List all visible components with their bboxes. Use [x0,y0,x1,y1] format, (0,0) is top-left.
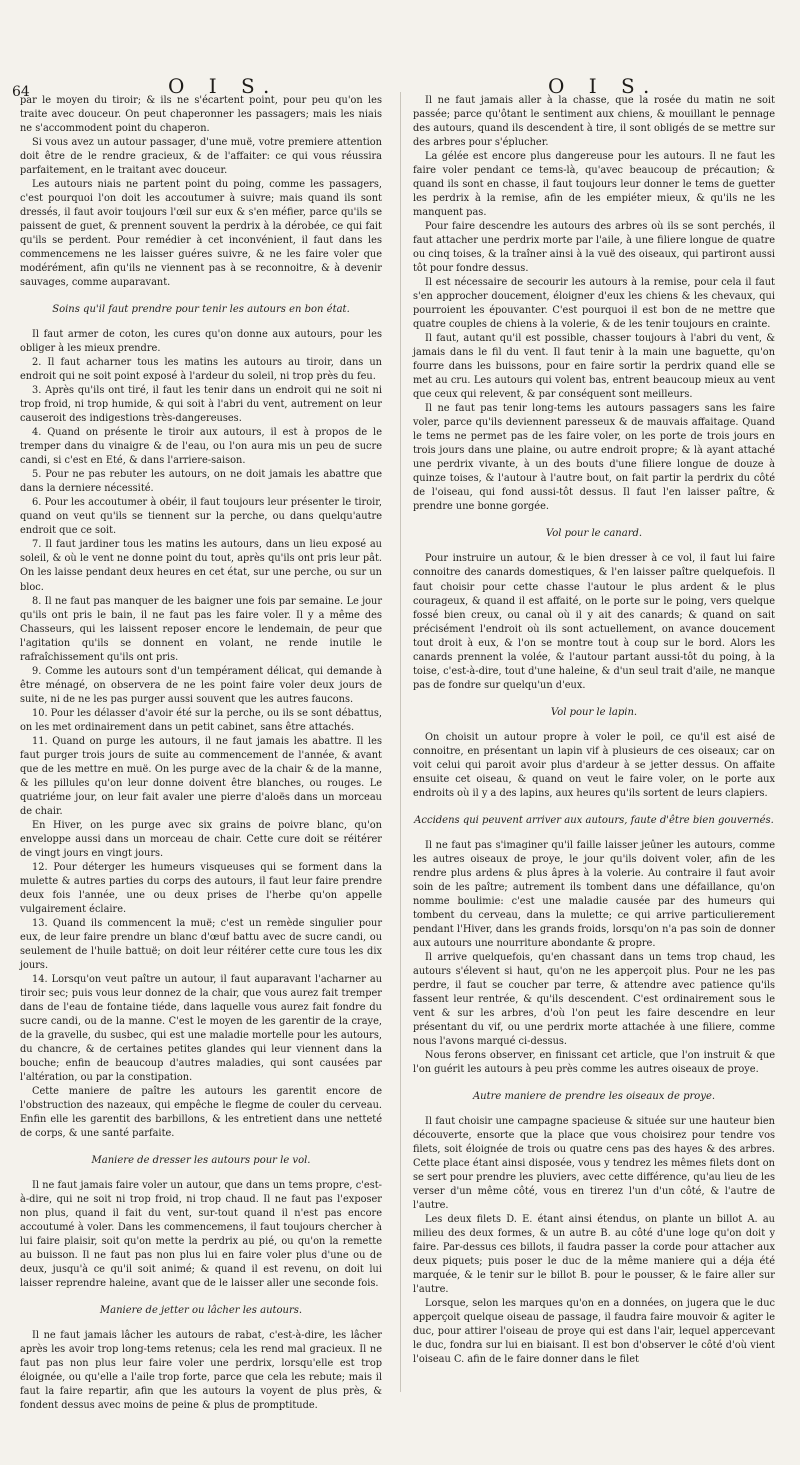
paragraph: 14. Lorsqu'on veut paître un autour, il faut auparavant l'acharner au tiroir sec; puis vous leur donnez de la chair, que vous aurez fait tremper dans de l'eau de fontaine tiéde, dans laquelle vous aurez fait fondre du sucre candi, ou de la manne. C'est le moyen de les garentir de la craye, de la gravelle, du susbec, qui est une maladie mortelle pour les autours, du chancre, & de certaines petites glandes qui leur viennent dans la bouche; enfin de beaucoup d'autres maladies, qui sont causées par l'altération, ou par la constipation. [20,973,382,1084]
paragraph: 2. Il faut acharner tous les matins les autours au tiroir, dans un endroit qui ne soit point exposé à l'ardeur du soleil, ni trop près du feu. [20,357,382,383]
paragraph: Il ne faut jamais faire voler un autour, que dans un tems propre, c'est-à-dire, qui ne soit ni trop froid, ni trop chaud. Il ne faut pas l'exposer non plus, quand il fait du vent, sur-tout quand il n'est pas encore accoutumé à voler. Dans les commencemens, il faut toujours chercher à lui faire plaisir, soit qu'on mette la perdrix au pié, ou qu'on la remette au buisson. Il ne faut pas non plus lui en faire voler plus d'une ou de deux, jusqu'à ce qu'il soit animé; & quand il est revenu, on doit lui laisser reprendre haleine, avant que de le laisser aller une seconde fois. [20,1180,382,1290]
running-head-left: O I S. [168,74,279,98]
running-head-right: O I S. [548,74,659,98]
paragraph: Il est nécessaire de secourir les autours à la remise, pour cela il faut s'en approcher doucement, éloigner d'eux les chiens & les chevaux, qui pourroient les épouvanter. C'est pourquoi il est bon de ne mettre que quatre couples de chiens à la volerie, & de les tenir toujours en crainte. [413,277,775,331]
paragraph: 3. Après qu'ils ont tiré, il faut les tenir dans un endroit qui ne soit ni trop froid, ni trop humide, & qui soit à l'abri du vent, autrement on leur causeroit des indigestions très-dangereuses. [20,385,382,425]
column-divider [400,92,401,1392]
paragraph: 9. Comme les autours sont d'un tempérament délicat, qui demande à être ménagé, on observera de ne les point faire voler deux jours de suite, ni de ne les pas purger aussi souvent que les autres faucons. [20,665,382,705]
paragraph: par le moyen du tiroir; & ils ne s'écartent point, pour peu qu'on les traite avec douceur. On peut chaperonner les passagers; mais les niais ne s'accommodent point du chaperon. [20,95,382,135]
paragraph: Cette maniere de paître les autours les garentit encore de l'obstruction des nazeaux, qui empêche le flegme de couler du cerveau. Enfin elle les garentit des barbillons, & les entretient dans une netteté de corps, & une santé parfaite. [20,1086,382,1140]
section-heading: Vol pour le canard. [545,528,643,540]
paragraph: Il faut armer de coton, les cures qu'on donne aux autours, pour les obliger à les mieux prendre. [20,329,382,355]
paragraph: Il arrive quelquefois, qu'en chassant dans un tems trop chaud, les autours s'élevent si haut, qu'on ne les apperçoit plus. Pour ne les pas perdre, il faut se coucher par terre, & attendre avec patience qu'ils fassent leur rentrée, & qu'ils descendent. C'est ordinairement sous le vent & sur les arbres, d'où l'on peut les faire descendre en leur présentant du vif, ou une perdrix morte attachée à une filiere, comme nous l'avons marqué ci-dessus. [413,951,775,1047]
paragraph: Les autours niais ne partent point du poing, comme les passagers, c'est pourquoi l'on doit les accoutumer à suivre; mais quand ils sont dressés, il faut avoir toujours l'œil sur eux & s'en méfier, parce qu'ils se paissent de guet, & prennent souvent la perdrix à la dérobée, ce qui fait qu'ils se perdent. Pour remédier à cet inconvénient, il faut dans les commencemens ne les laisser guéres suivre, & ne les faire voler que modérément, afin qu'ils ne viennent pas à se reconnoitre, & à devenir sauvages, comme auparavant. [20,179,382,289]
paragraph: Pour faire descendre les autours des arbres où ils se sont perchés, il faut attacher une perdrix morte par l'aile, à une filiere longue de quatre ou cinq toises, & la traîner ainsi à la vuë des oiseaux, qui partiront aussi tôt pour fondre dessus. [413,221,775,275]
paragraph: Les deux filets D. E. étant ainsi étendus, on plante un billot A. au milieu des deux formes, & un autre B. au côté d'une loge qu'on doit y faire. Par-dessus ces billots, il faudra passer la corde pour attacher aux deux piquets; puis poser le duc de la même maniere qui a déja été marquée, & le tenir sur le billot B. pour le pousser, & le faire aller sur l'autre. [413,1214,775,1296]
section-heading: Autre maniere de prendre les oiseaux de proye. [472,1090,716,1102]
paragraph: 5. Pour ne pas rebuter les autours, on ne doit jamais les abattre que dans la derniere nécessité. [20,469,382,495]
left-column [20,94,382,1412]
right-column [413,94,775,1374]
paragraph: 4. Quand on présente le tiroir aux autours, il est à propos de le tremper dans du vinaigre & de l'eau, ou l'on aura mis un peu de sucre candi, si c'est en Eté, & dans l'arriere-saison. [20,427,382,467]
section-heading: Accidens qui peuvent arriver aux autours, faute d'être bien gouvernés. [414,814,774,826]
paragraph: Il faut, autant qu'il est possible, chasser toujours à l'abri du vent, & jamais dans le fil du vent. Il faut tenir à la main une baguette, qu'on fourre dans les buissons, pour en faire sortir la perdrix quand elle se met au cru. Les autours qui volent bas, entrent beaucoup mieux au vent que ceux qui relevent, & par conséquent sont meilleurs. [413,333,775,401]
paragraph: 11. Quand on purge les autours, il ne faut jamais les abattre. Il les faut purger trois jours de suite au commencement de l'année, & avant que de les mettre en muë. On les purge avec de la chair & de la manne, & les pillules qu'on leur donne doivent être blanches, ou rouges. Le quatriéme jour, on leur fait avaler une pierre d'aloës dans un morceau de chair. [20,735,382,817]
paragraph: Il ne faut pas s'imaginer qu'il faille laisser jeûner les autours, comme les autres oiseaux de proye, le jour qu'ils doivent voler, afin de les rendre plus ardens & plus âpres à la volerie. Au contraire il faut avoir soin de les paître; autrement ils tombent dans une défaillance, qu'on nomme boulimie: c'est une maladie causée par des humeurs qui tombent du cerveau, dans la mulette; ce qui arrive particulierement pendant l'Hiver, dans les grands froids, lorsqu'on n'a pas soin de donner aux autours une nourriture abondante & propre. [413,839,775,949]
paragraph: La gélée est encore plus dangereuse pour les autours. Il ne faut les faire voler pendant ce tems-là, qu'avec beaucoup de précaution; & quand ils sont en chasse, il faut toujours leur donner le tems de guetter les perdrix à la remise, afin de les empiéter mieux, & qu'ils ne les manquent pas. [413,151,775,219]
paragraph: 10. Pour les délasser d'avoir été sur la perche, ou ils se sont débattus, on les met ordinairement dans un petit cabinet, sans être attachés. [20,707,382,733]
paragraph: Nous ferons observer, en finissant cet article, que l'on instruit & que l'on guérit les autours à peu près comme les autres oiseaux de proye. [413,1049,775,1075]
paragraph: 8. Il ne faut pas manquer de les baigner une fois par semaine. Le jour qu'ils ont pris le bain, il ne faut pas les faire voler. Il y a même des Chasseurs, qui les laissent reposer encore le lendemain, de peur que l'agitation qu'ils se donnent en volant, ne rende inutile le rafraîchissement qu'ils ont pris. [20,595,382,663]
paragraph: Pour instruire un autour, & le bien dresser à ce vol, il faut lui faire connoitre des canards domestiques, & l'en laisser paître quelquefois. Il faut choisir pour cette chasse l'autour le plus ardent & le plus courageux, & quand il est affaité, on le porte sur le poing, vers quelque fossé bien creux, ou canal où il y ait des canards; & quand on sait précisément l'endroit où ils sont actuellement, on avance doucement tout droit à eux, & l'on se montre tout à coup sur le bord. Alors les canards prennent la volée, & l'autour partant aussi-tôt du poing, à la toise, c'est-à-dire, tout d'une haleine, & d'un seul trait d'aile, ne manque pas de fondre sur quelqu'un d'eux. [413,553,775,691]
paragraph: Il ne faut pas tenir long-tems les autours passagers sans les faire voler, parce qu'ils deviennent paresseux & de mauvais affaitage. Quand le tems ne permet pas de les faire voler, on les porte de trois jours en trois jours dans une plaine, ou autre endroit propre; & là ayant attaché une perdrix vivante, à un des bouts d'une filiere longue de douze à quinze toises, & l'autour à l'autre bout, on fait partir la perdrix du côté de l'oiseau, qui fond aussi-tôt dessus. Il faut l'en laisser paître, & prendre une bonne gorgée. [413,403,775,513]
paragraph: En Hiver, on les purge avec six grains de poivre blanc, qu'on enveloppe aussi dans un morceau de chair. Cette cure doit se réitérer de vingt jours en vingt jours. [20,819,382,859]
paragraph: 6. Pour les accoutumer à obéir, il faut toujours leur présenter le tiroir, quand on veut qu'ils se tiennent sur la perche, ou dans quelqu'autre endroit que ce soit. [20,497,382,537]
section-heading: Maniere de dresser les autours pour le vol. [91,1155,311,1167]
paragraph: 7. Il faut jardiner tous les matins les autours, dans un lieu exposé au soleil, & où le vent ne donne point du tout, après qu'ils ont pris leur pât. On les laisse pendant deux heures en cet état, sur une perche, ou sur un bloc. [20,539,382,593]
paragraph: Il faut choisir une campagne spacieuse & située sur une hauteur bien découverte, ensorte que la place que vous choisirez pour tendre vos filets, soit éloignée de trois ou quatre cens pas des hayes & des arbres. Cette place étant ainsi disposée, vous y tendrez les mêmes filets dont on se sert pour prendre les pluviers, avec cette différence, qu'au lieu de les verser d'un même côté, vous en tirerez l'un d'un côté, & l'autre de l'autre. [413,1115,775,1212]
paragraph: On choisit un autour propre à voler le poil, ce qu'il est aisé de connoitre, en présentant un lapin vif à plusieurs de ces oiseaux; car on voit celui qui paroit avoir plus d'ardeur à se jetter dessus. On affaite ensuite cet oiseau, & quand on veut le faire voler, on le porte aux endroits où il y a des lapins, aux heures qu'ils sortent de leurs clapiers. [413,731,775,799]
section-heading: Soins qu'il faut prendre pour tenir les autours en bon état. [52,304,350,316]
paragraph: 13. Quand ils commencent la muë; c'est un remède singulier pour eux, de leur faire prendre un blanc d'œuf battu avec de sucre candi, ou seulement de l'huile battuë; on doit leur réitérer cette cure tous les dix jours. [20,917,382,971]
section-heading: Maniere de jetter ou lâcher les autours. [99,1305,303,1317]
paragraph: Il ne faut jamais lâcher les autours de rabat, c'est-à-dire, les lâcher après les avoir trop long-tems retenus; cela les rend mal gracieux. Il ne faut pas non plus leur faire voler une perdrix, lorsqu'elle est trop éloignée, ou qu'elle a l'aile trop forte, parce que cela les rebute; mais il faut la faire repartir, afin que les autours la voyent de plus près, & fondent dessus avec moins de peine & plus de promptitude. [20,1330,382,1412]
section-heading: Vol pour le lapin. [550,706,638,718]
paragraph: Il ne faut jamais aller à la chasse, que la rosée du matin ne soit passée; parce qu'ôtant le sentiment aux chiens, & mouillant le pennage des autours, quand ils descendent à tire, il sont obligés de se mettre sur des arbres pour s'éplucher. [413,95,775,149]
paragraph: Lorsque, selon les marques qu'on en a données, on jugera que le duc apperçoit quelque oiseau de passage, il faudra faire mouvoir & agiter le duc, pour attirer l'oiseau de proye qui est dans l'air, lequel appercevant le duc, fondra sur lui en biaisant. Il est bon d'observer le côté d'où vient l'oiseau C. afin de le faire donner dans le filet [413,1298,775,1366]
page-number: 64 [12,84,30,100]
paragraph: Si vous avez un autour passager, d'une muë, votre premiere attention doit être de le rendre gracieux, & de l'affaiter: ce qui vous réussira parfaitement, en le traitant avec douceur. [20,137,382,177]
paragraph: 12. Pour déterger les humeurs visqueuses qui se forment dans la mulette & autres parties du corps des autours, il faut leur faire prendre deux fois l'année, une ou deux prises de l'herbe qu'on appelle vulgairement éclaire. [20,861,382,915]
